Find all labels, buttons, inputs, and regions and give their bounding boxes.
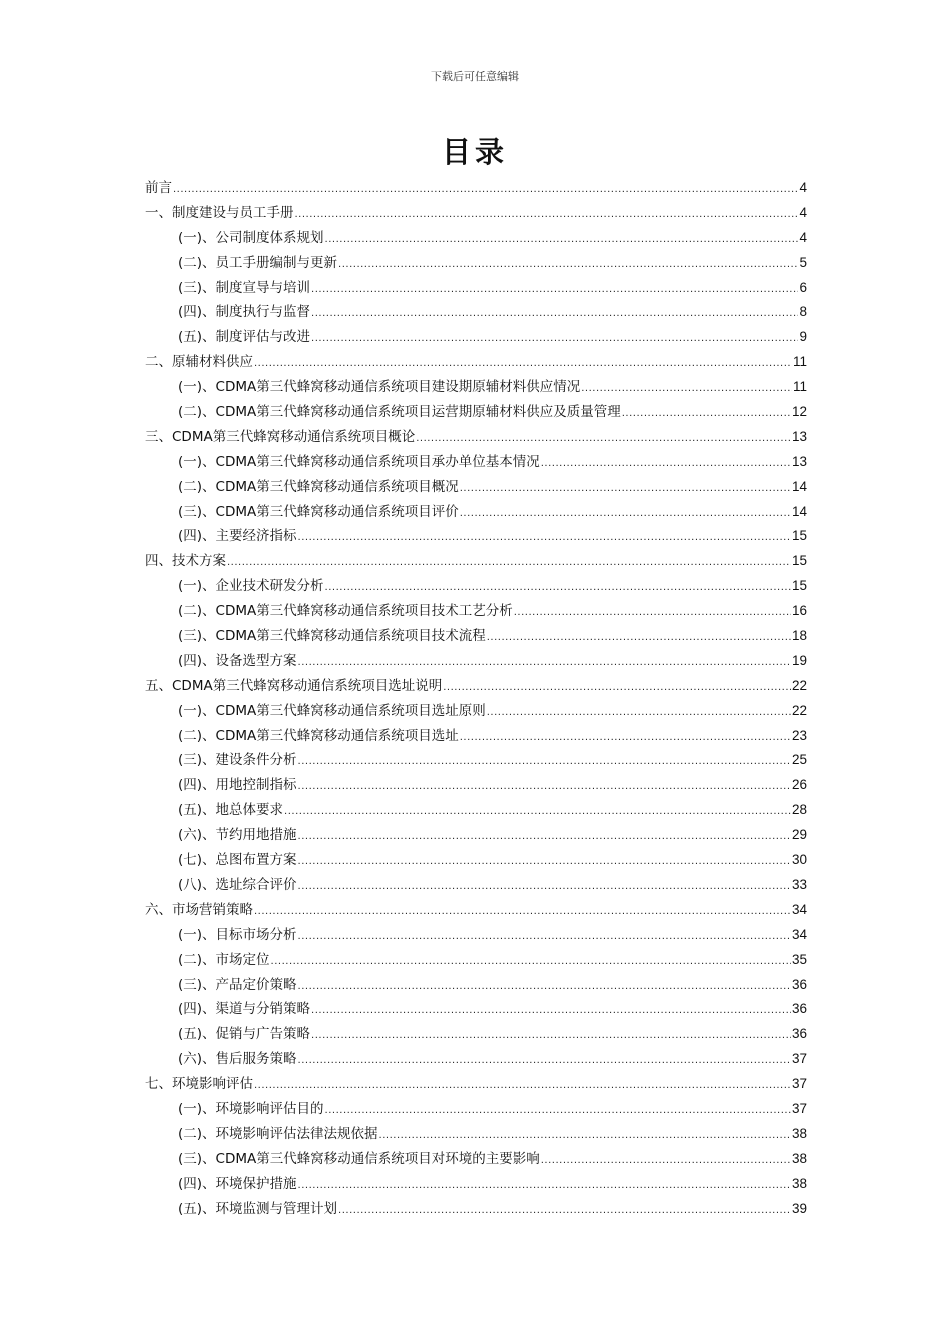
toc-entry-page-number: 37 [791,1100,807,1116]
toc-entry-label: (一)、公司制度体系规划 [178,229,324,246]
dot-leader [514,601,791,626]
toc-entry-label: (四)、主要经济指标 [178,528,297,545]
toc-entry[interactable] [145,1072,807,1097]
toc-entry-page-number: 15 [791,578,807,594]
toc-entry-label: (一)、企业技术研发分析 [178,578,324,595]
dot-leader [298,750,791,775]
toc-entry-page-number: 37 [791,1051,807,1067]
toc-entry[interactable] [145,823,807,848]
toc-entry[interactable] [145,350,807,375]
toc-entry-page-number: 13 [791,453,807,469]
dot-leader [541,452,791,477]
dot-leader [325,576,791,601]
toc-entry-label: 六、市场营销策略 [145,901,253,918]
dot-leader [443,676,791,701]
toc-entry-label: 四、技术方案 [145,553,226,570]
dot-leader [271,950,791,975]
header-note: 下载后可任意编辑 [431,70,519,83]
toc-entry-page-number: 11 [792,354,807,370]
toc-entry-page-number: 15 [791,553,807,569]
dot-leader [311,302,798,327]
dot-leader [325,228,799,253]
toc-entry-page-number: 38 [791,1175,807,1191]
toc-entry-page-number: 25 [791,752,807,768]
toc-entry[interactable] [145,1147,807,1172]
dot-leader [622,402,791,427]
dot-leader [227,551,791,576]
toc-entry-label: 三、CDMA第三代蜂窝移动通信系统项目概论 [145,428,416,445]
toc-entry-page-number: 5 [799,254,807,270]
toc-entry-page-number: 22 [791,702,807,718]
toc-entry-label: (一)、环境影响评估目的 [178,1100,324,1117]
toc-entry-page-number: 11 [792,379,807,395]
toc-entry-page-number: 4 [799,204,807,220]
toc-entry-label: (三)、产品定价策略 [178,976,297,993]
toc-entry[interactable] [145,773,807,798]
table-of-contents [145,176,807,1221]
dot-leader [298,775,791,800]
toc-entry-label: (一)、CDMA第三代蜂窝移动通信系统项目承办单位基本情况 [178,453,540,470]
toc-entry-label: (一)、目标市场分析 [178,926,297,943]
toc-entry[interactable] [145,1097,807,1122]
toc-entry[interactable] [145,948,807,973]
dot-leader [460,726,791,751]
toc-entry-page-number: 4 [799,229,807,245]
toc-entry-label: (三)、CDMA第三代蜂窝移动通信系统项目对环境的主要影响 [178,1150,540,1167]
toc-entry-page-number: 15 [791,528,807,544]
toc-entry-page-number: 14 [791,503,807,519]
toc-entry[interactable] [145,325,807,350]
dot-leader [325,1099,791,1124]
toc-entry-page-number: 12 [791,404,807,420]
dot-leader [311,278,798,303]
toc-entry-label: (五)、地总体要求 [178,802,284,819]
toc-entry[interactable] [145,1047,807,1072]
toc-entry-page-number: 36 [791,976,807,992]
dot-leader [338,1199,791,1224]
dot-leader [416,427,791,452]
toc-entry[interactable] [145,226,807,251]
toc-entry[interactable] [145,201,807,226]
dot-leader [298,875,791,900]
toc-entry-page-number: 4 [799,180,807,195]
toc-entry[interactable] [145,475,807,500]
toc-entry-page-number: 6 [799,279,807,295]
toc-entry-label: (八)、选址综合评价 [178,876,297,893]
dot-leader [460,477,791,502]
toc-entry-page-number: 36 [791,1026,807,1042]
toc-entry-page-number: 13 [791,428,807,444]
toc-entry[interactable] [145,748,807,773]
toc-entry[interactable] [145,450,807,475]
toc-entry-page-number: 34 [791,901,807,917]
dot-leader [311,327,798,352]
toc-entry[interactable] [145,997,807,1022]
toc-entry[interactable] [145,574,807,599]
toc-entry-label: (四)、设备选型方案 [178,652,297,669]
dot-leader [298,850,791,875]
dot-leader [379,1124,791,1149]
dot-leader [298,925,791,950]
toc-entry-label: (二)、市场定位 [178,951,270,968]
toc-entry[interactable] [145,699,807,724]
dot-leader [298,1174,791,1199]
dot-leader [338,253,798,278]
dot-leader [311,1024,791,1049]
toc-entry-label: (一)、CDMA第三代蜂窝移动通信系统项目建设期原辅材料供应情况 [178,379,581,396]
dot-leader [298,651,791,676]
dot-leader [298,526,791,551]
toc-entry-label: (二)、环境影响评估法律法规依据 [178,1125,378,1142]
toc-entry-page-number: 26 [791,777,807,793]
toc-entry-page-number: 8 [799,304,807,320]
toc-entry-page-number: 14 [791,478,807,494]
toc-entry-label: (三)、建设条件分析 [178,752,297,769]
toc-entry-label: 一、制度建设与员工手册 [145,204,294,221]
toc-entry[interactable] [145,251,807,276]
toc-entry-label: (二)、CDMA第三代蜂窝移动通信系统项目概况 [178,478,459,495]
toc-entry[interactable] [145,798,807,823]
toc-entry[interactable] [145,300,807,325]
toc-entry[interactable] [145,400,807,425]
dot-leader [460,502,791,527]
toc-entry-label: (三)、制度宣导与培训 [178,279,311,296]
toc-entry-page-number: 29 [791,827,807,843]
toc-entry-label: (三)、CDMA第三代蜂窝移动通信系统项目评价 [178,503,459,520]
toc-entry-label: (五)、环境监测与管理计划 [178,1200,338,1217]
toc-entry[interactable] [145,848,807,873]
toc-entry-label: 五、CDMA第三代蜂窝移动通信系统项目选址说明 [145,677,443,694]
toc-entry[interactable] [145,724,807,749]
toc-entry-label: (二)、CDMA第三代蜂窝移动通信系统项目技术工艺分析 [178,603,513,620]
toc-entry-page-number: 33 [791,876,807,892]
dot-leader [487,626,791,651]
toc-entry[interactable] [145,674,807,699]
dot-leader [298,825,791,850]
toc-entry-label: (七)、总图布置方案 [178,852,297,869]
toc-entry-label: 七、环境影响评估 [145,1076,253,1093]
toc-entry[interactable] [145,500,807,525]
toc-entry-page-number: 30 [791,852,807,868]
toc-entry-label: (四)、用地控制指标 [178,777,297,794]
toc-entry-label: (三)、CDMA第三代蜂窝移动通信系统项目技术流程 [178,628,486,645]
toc-entry-label: (四)、制度执行与监督 [178,304,311,321]
dot-leader [298,975,791,1000]
dot-leader [311,999,791,1024]
toc-entry[interactable] [145,1022,807,1047]
toc-entry[interactable] [145,425,807,450]
dot-leader [254,352,792,377]
toc-title: 目录 [441,135,508,169]
dot-leader [284,800,791,825]
toc-entry-page-number: 28 [791,802,807,818]
toc-entry[interactable] [145,1172,807,1197]
toc-entry-page-number: 22 [791,677,807,693]
toc-entry-label: (六)、售后服务策略 [178,1051,297,1068]
dot-leader [254,900,791,925]
toc-entry-label: (五)、促销与广告策略 [178,1026,311,1043]
toc-entry-page-number: 38 [791,1125,807,1141]
toc-entry-label: 二、原辅材料供应 [145,354,253,371]
toc-entry[interactable] [145,923,807,948]
toc-entry-label: (四)、环境保护措施 [178,1175,297,1192]
dot-leader [541,1149,791,1174]
toc-entry-label: (一)、CDMA第三代蜂窝移动通信系统项目选址原则 [178,702,486,719]
toc-entry-page-number: 16 [791,603,807,619]
toc-entry-page-number: 38 [791,1150,807,1166]
toc-entry[interactable] [145,276,807,301]
toc-entry[interactable] [145,599,807,624]
toc-entry-page-number: 19 [791,652,807,668]
dot-leader [173,178,798,203]
toc-entry-label: (二)、CDMA第三代蜂窝移动通信系统项目选址 [178,727,459,744]
toc-entry-label: (二)、员工手册编制与更新 [178,254,338,271]
toc-entry-page-number: 39 [791,1200,807,1216]
toc-entry-page-number: 36 [791,1001,807,1017]
toc-entry-label: (五)、制度评估与改进 [178,329,311,346]
toc-entry-page-number: 23 [791,727,807,743]
toc-entry[interactable] [145,873,807,898]
toc-entry-page-number: 34 [791,926,807,942]
toc-entry[interactable] [145,549,807,574]
dot-leader [581,377,792,402]
toc-entry-page-number: 35 [791,951,807,967]
dot-leader [298,1049,791,1074]
toc-entry-label: (六)、节约用地措施 [178,827,297,844]
toc-entry[interactable] [145,898,807,923]
toc-entry[interactable] [145,524,807,549]
toc-entry-label: 前言 [145,180,172,196]
toc-entry[interactable] [145,1197,807,1222]
toc-entry[interactable] [145,649,807,674]
dot-leader [295,203,799,228]
toc-entry-label: (二)、CDMA第三代蜂窝移动通信系统项目运营期原辅材料供应及质量管理 [178,404,621,421]
toc-entry[interactable] [145,973,807,998]
toc-entry[interactable] [145,176,807,201]
toc-entry-page-number: 37 [791,1076,807,1092]
toc-entry-page-number: 9 [799,329,807,345]
toc-entry[interactable] [145,624,807,649]
toc-entry[interactable] [145,1122,807,1147]
dot-leader [254,1074,791,1099]
toc-entry-page-number: 18 [791,628,807,644]
dot-leader [487,701,791,726]
toc-entry[interactable] [145,375,807,400]
toc-entry-label: (四)、渠道与分销策略 [178,1001,311,1018]
